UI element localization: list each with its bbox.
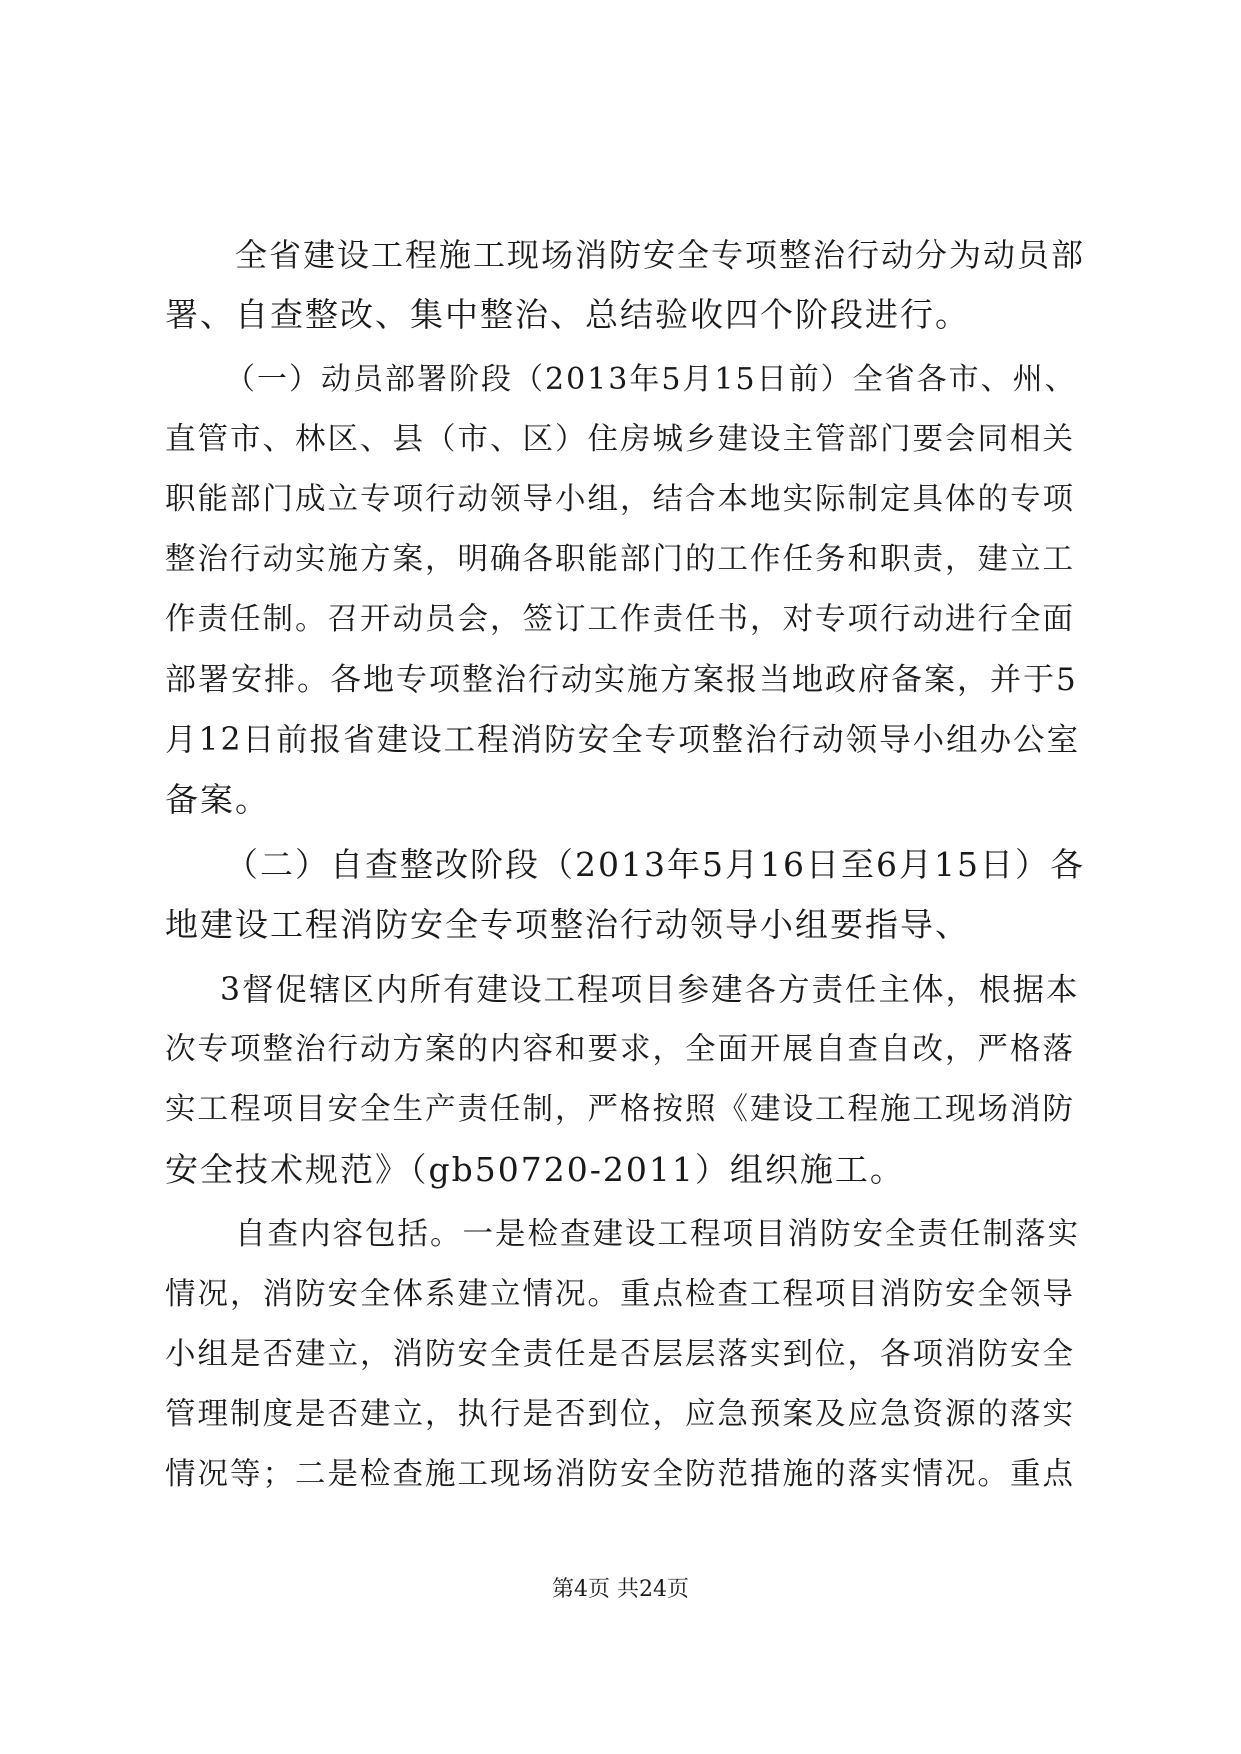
- text-line: 整治行动实施方案，明确各职能部门的工作任务和职责，建立工: [165, 542, 1075, 577]
- text-line: 3督促辖区内所有建设工程项目参建各方责任主体，根据本: [220, 972, 1080, 1008]
- text-line: 实工程项目安全生产责任制，严格按照《建设工程施工现场消防: [165, 1092, 1075, 1127]
- text-line: （二）自查整改阶段（2013年5月16日至6月15日）各: [225, 845, 1085, 884]
- text-line: 自查内容包括。一是检查建设工程项目消防安全责任制落实: [235, 1217, 1080, 1252]
- page-number-footer: 第4页 共24页: [552, 1577, 689, 1602]
- text-line: 管理制度是否建立，执行是否到位，应急预案及应急资源的落实: [165, 1397, 1075, 1432]
- text-line: 署、自查整改、集中整治、总结验收四个阶段进行。: [165, 295, 970, 334]
- text-line: 全省建设工程施工现场消防安全专项整治行动分为动员部: [235, 236, 1086, 274]
- text-line: 地建设工程消防安全专项整治行动领导小组要指导、: [165, 905, 970, 944]
- text-line: 作责任制。召开动员会，签订工作责任书，对专项行动进行全面: [165, 602, 1075, 637]
- text-line: 情况等；二是检查施工现场消防安全防范措施的落实情况。重点: [165, 1457, 1075, 1492]
- text-line: （一）动员部署阶段（2013年5月15日前）全省各市、州、: [225, 362, 1077, 397]
- text-line: 情况，消防安全体系建立情况。重点检查工程项目消防安全领导: [165, 1277, 1075, 1312]
- text-line: 部署安排。各地专项整治行动实施方案报当地政府备案，并于5: [165, 662, 1078, 698]
- text-line: 安全技术规范》（gb50720-2011）组织施工。: [165, 1150, 905, 1189]
- text-line: 备案。: [165, 780, 270, 819]
- text-line: 职能部门成立专项行动领导小组，结合本地实际制定具体的专项: [165, 482, 1075, 517]
- text-line: 月12日前报省建设工程消防安全专项整治行动领导小组办公室: [165, 722, 1081, 758]
- text-line: 次专项整治行动方案的内容和要求，全面开展自查自改，严格落: [165, 1032, 1075, 1067]
- text-line: 直管市、林区、县（市、区）住房城乡建设主管部门要会同相关: [165, 422, 1075, 457]
- text-line: 小组是否建立，消防安全责任是否层层落实到位，各项消防安全: [165, 1337, 1075, 1372]
